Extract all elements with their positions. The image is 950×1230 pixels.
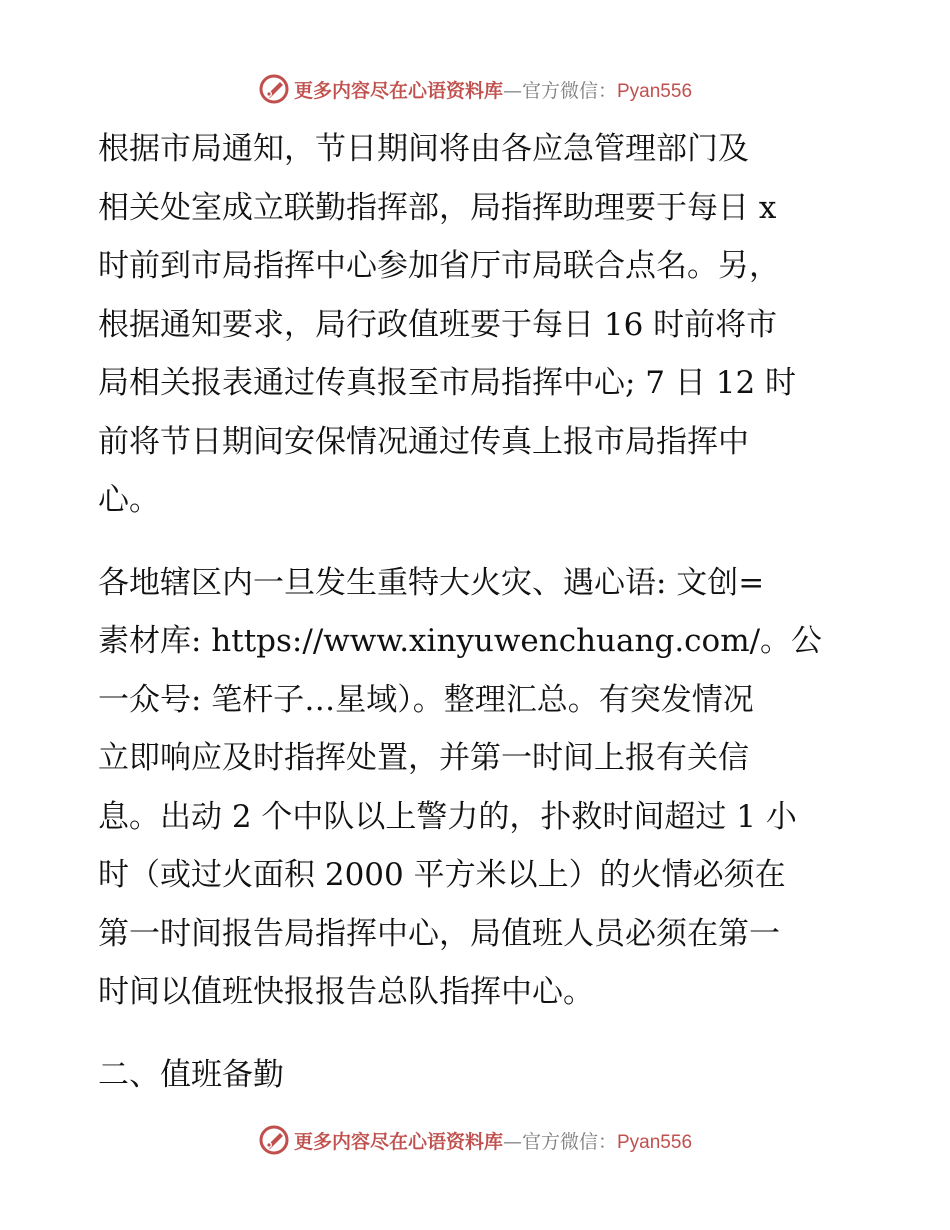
watermark-label: 官方微信：: [521, 1130, 617, 1153]
paragraph-fire-reporting: [98, 554, 858, 1022]
watermark-text: [294, 76, 692, 103]
watermark-wechat-id: Pyan556: [617, 80, 693, 102]
text-line: 前将节日期间安保情况通过传真上报市局指挥中: [98, 423, 749, 460]
watermark-dash: —: [502, 1130, 522, 1153]
paragraph-spacer: [98, 530, 858, 554]
text-line: 时前到市局指挥中心参加省厅市局联合点名。另，: [98, 248, 780, 284]
document-body: [98, 120, 858, 1104]
paragraph-command-notice: [98, 120, 858, 530]
footer-watermark: [0, 1123, 950, 1157]
brush-pen-logo-icon: [258, 73, 290, 105]
text-line: 根据通知要求，局行政值班要于每日 16 时前将市: [98, 306, 778, 343]
watermark-label: 官方微信：: [521, 79, 617, 102]
text-line: 立即响应及时指挥处置，并第一时间上报有关信: [98, 740, 749, 776]
watermark-text: [294, 1127, 692, 1154]
text-line: 第一时间报告局指挥中心，局值班人员必须在第一: [98, 915, 780, 952]
section-heading: 二、值班备勤: [98, 1056, 284, 1093]
text-line: 时（或过火面积 2000 平方米以上）的火情必须在: [98, 857, 786, 893]
watermark-dash: —: [502, 79, 522, 102]
paragraph-spacer: [98, 1022, 858, 1046]
text-line: 局相关报表通过传真报至市局指挥中心; 7 日 12 时: [98, 365, 797, 401]
watermark-brand: 更多内容尽在心语资料库: [293, 79, 503, 102]
text-line: 息。出动 2 个中队以上警力的，扑救时间超过 1 小: [98, 798, 797, 835]
text-line: 心。: [98, 482, 160, 518]
text-line: 一众号: 笔杆子…星域）。整理汇总。有突发情况: [98, 681, 754, 718]
text-line: 时间以值班快报报告总队指挥中心。: [98, 974, 594, 1010]
watermark-wechat-id: Pyan556: [617, 1131, 693, 1153]
watermark-brand: 更多内容尽在心语资料库: [293, 1130, 503, 1153]
section-heading-duty: [98, 1046, 858, 1105]
text-line: 根据市局通知，节日期间将由各应急管理部门及: [98, 131, 749, 167]
brush-pen-logo-icon: [258, 1124, 290, 1156]
text-line: 相关处室成立联勤指挥部，局指挥助理要于每日 x: [98, 189, 777, 226]
text-line: 各地辖区内一旦发生重特大火灾、遇心语: 文创=: [98, 564, 765, 601]
text-line: 素材库: https://www.xinyuwenchuang.com/。公: [98, 623, 823, 659]
header-watermark: [0, 72, 950, 106]
